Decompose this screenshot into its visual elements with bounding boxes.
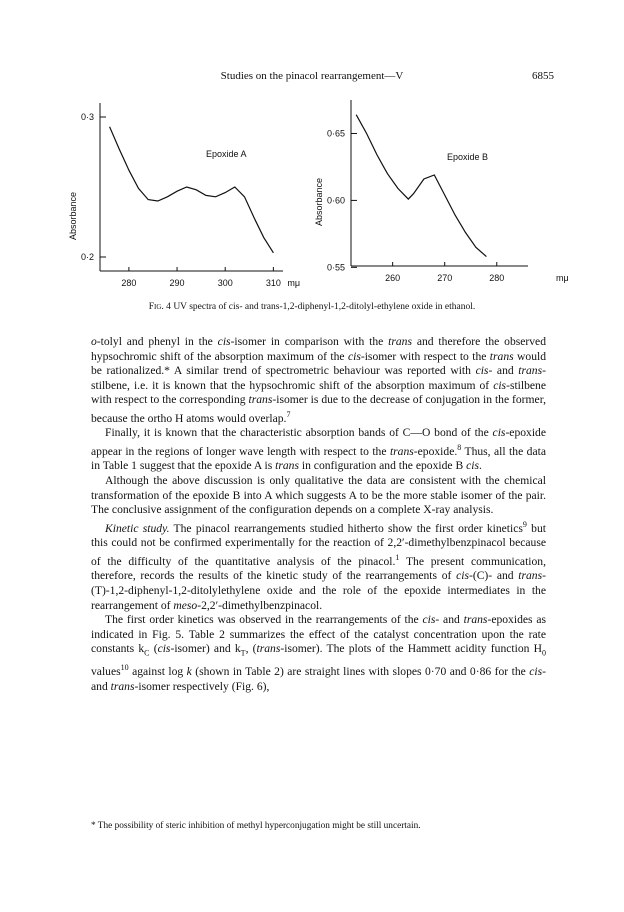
- y-axis-label-b: Absorbance: [314, 177, 324, 226]
- chart-epoxide-a: [68, 103, 300, 288]
- body-text: o-tolyl and phenyl in the cis-isomer in comparison with the trans and therefore the observed hypsochromic shift of the absorption maximum of the cis-isomer with respect to the trans would be rationalized.* A similar trend of spectrometric behaviour was reported with cis- and trans-stilbene, i.e. it is known that the hypsochromic shift of the absorption maximum of cis-stilbene with respect to the corresponding trans-isomer is due to the decrease of conjugation in the former, because the ortho H atoms would overlap.$^7$ Finally, it is known that the characteristic absorption bands of C—O bond of the cis-epoxide appear in the regions of longer wave length with respect to the trans-epoxide.$^8$ Thus, all the data in Table 1 suggest that the epoxide A is trans in configuration and the epoxide B cis. Although the above discussion is only qualitative the data are consistent with the chemical transformation of the epoxide B into A which suggests A to be the more stable isomer of the pair. The conclusive assignment of the configuration depends on a complete X-ray analysis. Kinetic study. The pinacol rearrangements studied hitherto show the first order kinetics$^9$ but this could not be confirmed experimentally for the reaction of 2,2′-dimethylbenzpinacol because of the difficulty of the quantitative analysis of the pinacol.$^1$ The present communication, therefore, records the results of the kinetic study of the rearrangements of cis-(C)- and trans-(T)-1,2-diphenyl-1,2-ditolylethylene oxide and the role of the epoxide intermediates in the rearrangement of meso-2,2′-dimethylbenzpinacol. The first order kinetics was observed in the rearrangements of the cis- and trans-epoxides as indicated in Fig. 5. Table 2 summarizes the effect of the catalyst concentration upon the rate constants $k_C$ (cis-isomer) and $k_T$, (trans-isomer). The plots of the Hammett acidity function $H_0$ values$^{10}$ against log k (shown in Table 2) are straight lines with slopes 0·70 and 0·86 for the cis- and trans-isomer respectively (Fig. 6),: [91, 335, 547, 693]
- x-tick-label-a: 280: [121, 278, 137, 288]
- x-tick-label-a: 310: [265, 278, 281, 288]
- x-tick-label-a: 290: [169, 278, 185, 288]
- y-axis-label-a: Absorbance: [68, 191, 78, 240]
- y-tick-label-a: 0·2: [80, 252, 94, 262]
- spectrum-line-a: [110, 127, 274, 253]
- y-tick-label-b: 0·55: [326, 262, 345, 273]
- x-tick-label-b: 280: [489, 273, 505, 283]
- series-label-a: Epoxide A: [206, 149, 247, 159]
- page-number: 6855: [532, 70, 554, 82]
- y-tick-label-b: 0·60: [326, 195, 345, 206]
- x-tick-label-a: 300: [217, 278, 233, 288]
- x-unit-label-b: mμ: [556, 273, 569, 283]
- y-tick-label-a: 0·3: [80, 112, 94, 122]
- x-unit-label-a: mμ: [287, 278, 301, 288]
- y-tick-label-b: 0·65: [326, 128, 345, 139]
- figure-caption: Fig. 4 UV spectra of cis- and trans-1,2-diphenyl-1,2-ditolyl-ethylene oxide in ethanol.: [148, 302, 476, 312]
- chart-epoxide-b: [314, 100, 569, 283]
- spectrum-line-b: [356, 115, 489, 257]
- figure-4: [0, 84, 624, 299]
- x-tick-label-b: 270: [437, 273, 453, 283]
- x-tick-label-b: 260: [385, 273, 401, 283]
- footnote: * The possibility of steric inhibition of methyl hyperconjugation might be still uncertain.: [91, 821, 421, 831]
- running-header: Studies on the pinacol rearrangement—V: [220, 70, 404, 82]
- series-label-b: Epoxide B: [447, 152, 489, 162]
